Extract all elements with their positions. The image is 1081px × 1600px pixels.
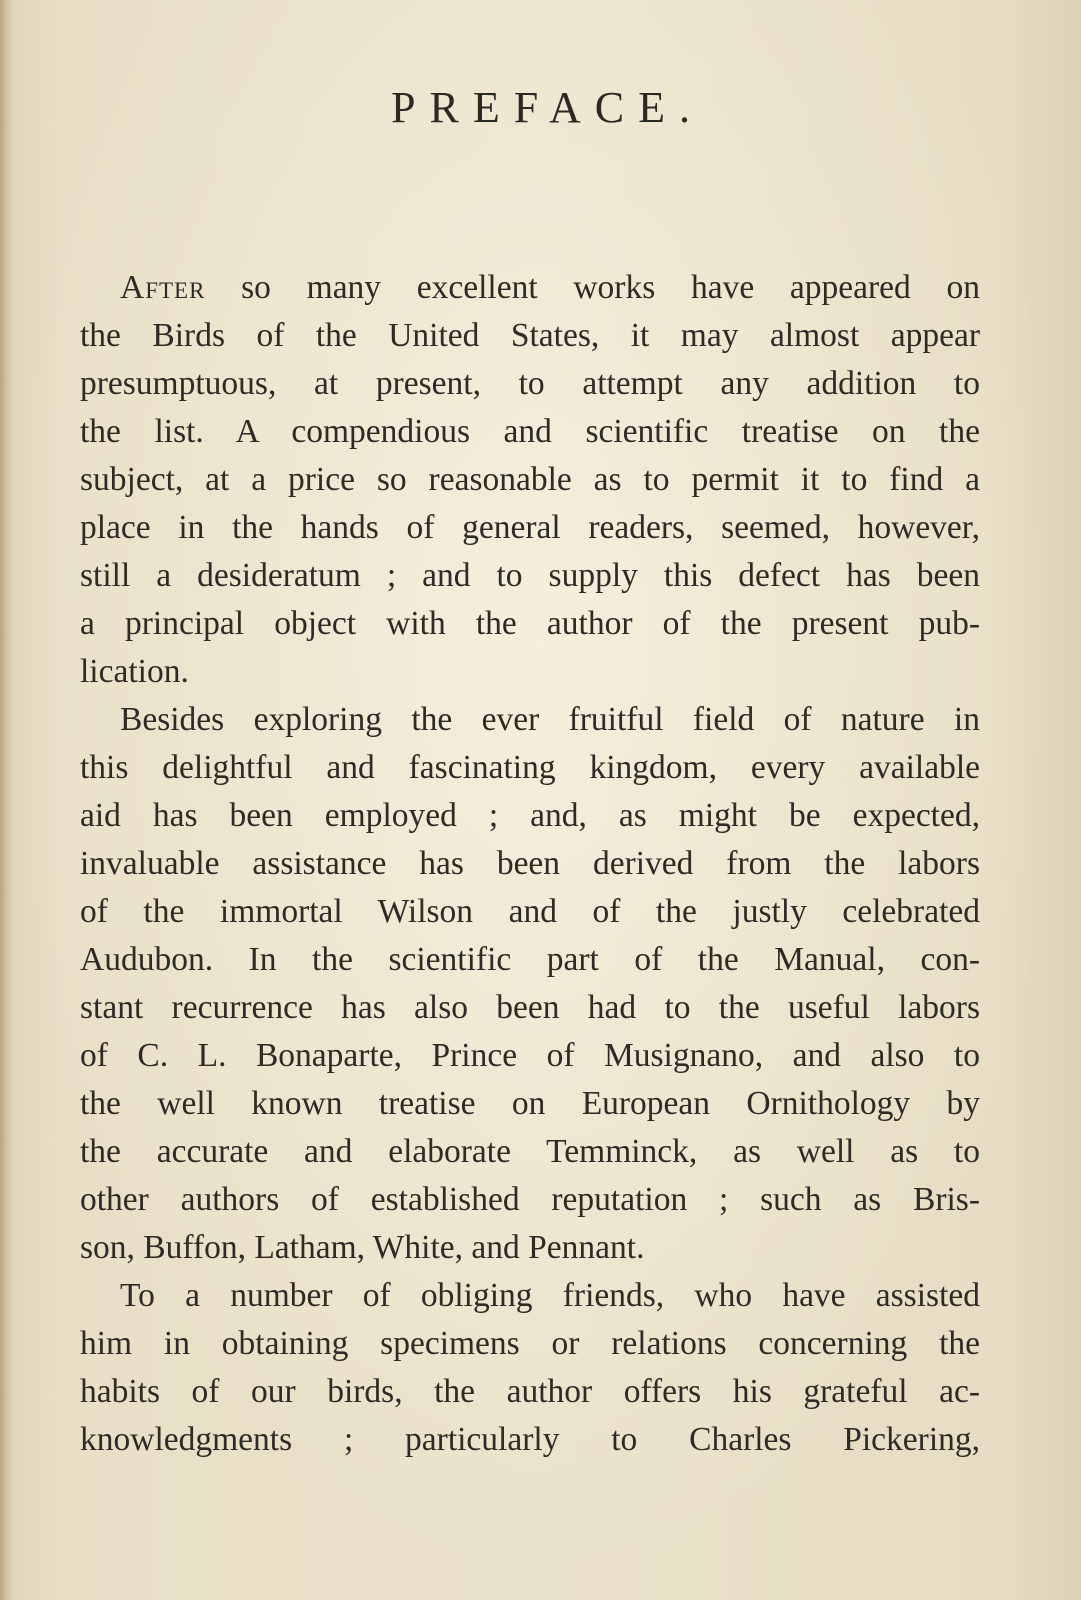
paragraph-1 — [80, 264, 980, 696]
text-line: stant recurrence has also been had to the useful labors — [80, 989, 980, 1026]
text-line: a principal object with the author of the present pub- — [80, 605, 980, 642]
text-line: After so many excellent works have appeared on — [120, 269, 980, 306]
text-line: him in obtaining specimens or relations concerning the — [80, 1325, 980, 1362]
text-line: still a desideratum ; and to supply this defect has been — [80, 557, 980, 594]
paragraph-2 — [80, 696, 980, 1272]
text-line: the well known treatise on European Ornithology by — [80, 1085, 980, 1122]
page-title: PREFACE. — [391, 83, 704, 132]
text-line: subject, at a price so reasonable as to permit it to find a — [80, 461, 980, 498]
text-line: lication. — [80, 653, 189, 690]
text-line: the accurate and elaborate Temminck, as well as to — [80, 1133, 980, 1170]
text-line: of the immortal Wilson and of the justly celebrated — [80, 893, 980, 930]
text-line: To a number of obliging friends, who have assisted — [120, 1277, 980, 1314]
text-line: place in the hands of general readers, seemed, however, — [80, 509, 980, 546]
text-line: this delightful and fascinating kingdom, every available — [80, 749, 980, 786]
text-line: of C. L. Bonaparte, Prince of Musignano, and also to — [80, 1037, 980, 1074]
text-line: the Birds of the United States, it may almost appear — [80, 317, 980, 354]
text-line: habits of our birds, the author offers his grateful ac- — [80, 1373, 980, 1410]
preface-body — [80, 264, 980, 1464]
lead-word: After — [120, 269, 206, 306]
text-line: aid has been employed ; and, as might be expected, — [80, 797, 980, 834]
page-edge-shadow — [0, 0, 12, 1600]
text-line: the list. A compendious and scientific treatise on the — [80, 413, 980, 450]
text-line: Besides exploring the ever fruitful field of nature in — [120, 701, 980, 738]
text-line: presumptuous, at present, to attempt any addition to — [80, 365, 980, 402]
text-line: other authors of established reputation ; such as Bris- — [80, 1181, 980, 1218]
text-line: son, Buffon, Latham, White, and Pennant. — [80, 1229, 645, 1266]
text-line: Audubon. In the scientific part of the Manual, con- — [80, 941, 980, 978]
text-line: knowledgments ; particularly to Charles Pickering, — [80, 1421, 980, 1458]
paragraph-3 — [80, 1272, 980, 1464]
text-line: invaluable assistance has been derived from the labors — [80, 845, 980, 882]
